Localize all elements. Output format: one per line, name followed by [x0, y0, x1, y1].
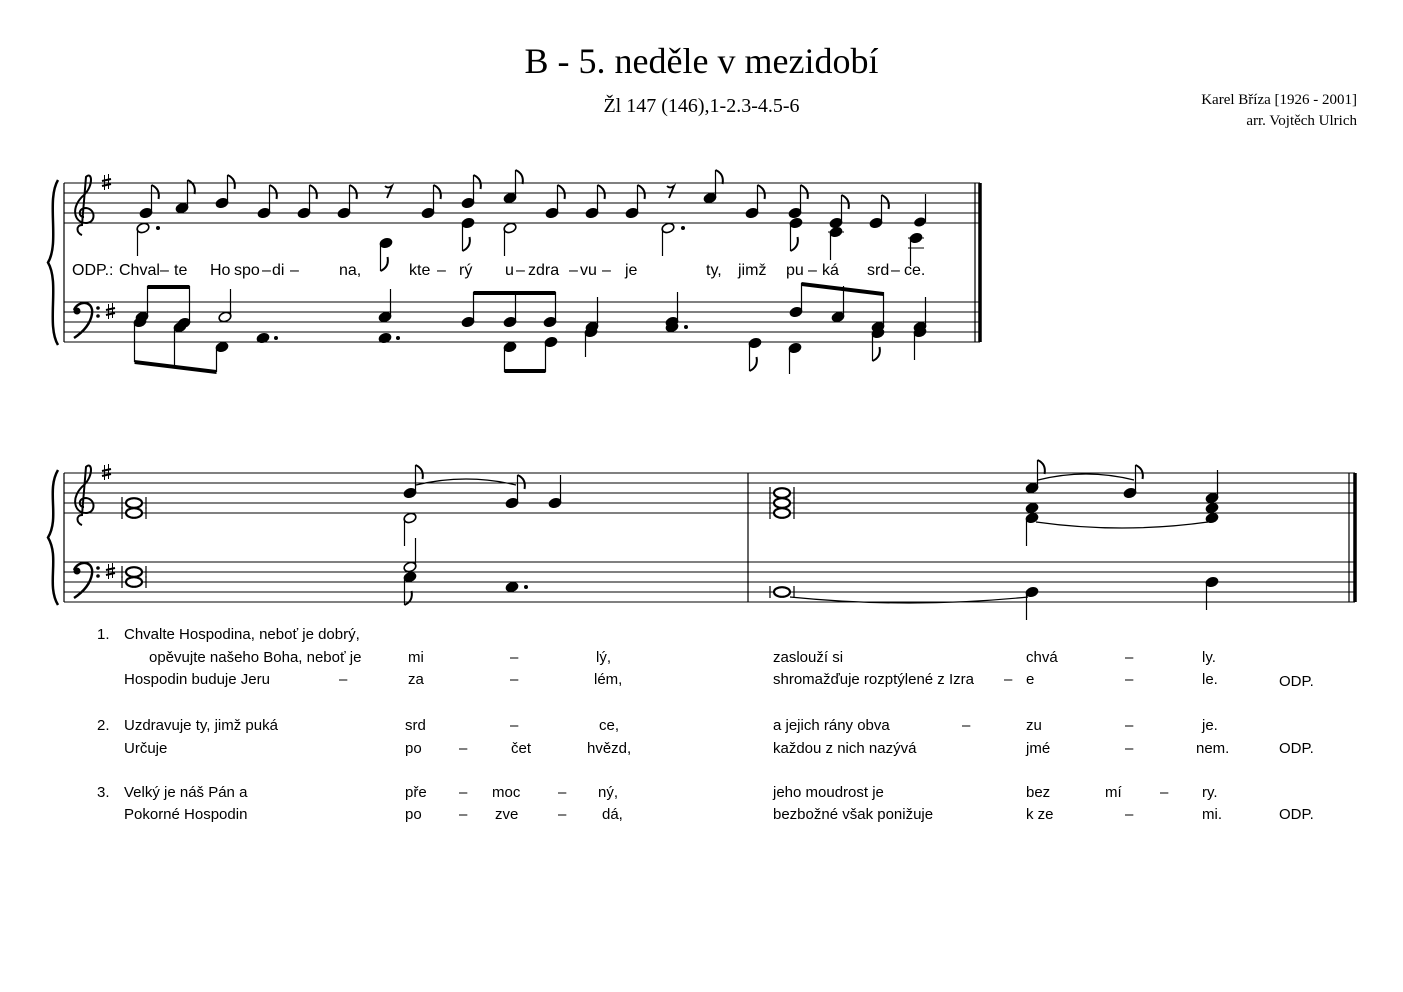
- verse-cell: bezbožné však ponižuje: [773, 806, 934, 823]
- verse-cell: k ze: [1026, 806, 1054, 823]
- verse-cell: –: [459, 784, 468, 801]
- verse-cell: každou z nich nazývá: [773, 740, 917, 757]
- key-signature-sharp: [106, 313, 115, 315]
- bass-clef: [74, 568, 81, 575]
- refrain-syllable: ká: [822, 262, 839, 279]
- treble-clef: [75, 176, 93, 235]
- note-flag: [228, 175, 235, 189]
- key-signature-sharp: [106, 308, 115, 310]
- psalm-reference: Žl 147 (146),1-2.3-4.5-6: [603, 95, 800, 117]
- verse-cell: –: [510, 717, 519, 734]
- refrain-syllable: ty,: [706, 262, 722, 279]
- system-brace: [48, 180, 58, 345]
- verse-cell: –: [459, 740, 468, 757]
- verse-number: 3.: [97, 784, 110, 801]
- notehead: [505, 581, 519, 593]
- verse-cell: –: [459, 806, 468, 823]
- verse-cell: –: [1125, 671, 1134, 688]
- verse-line-text: opěvujte našeho Boha, neboť je: [149, 649, 362, 666]
- refrain-syllable: je: [625, 262, 638, 279]
- verse-cell: –: [1160, 784, 1169, 801]
- verse-line-text: Uzdravuje ty, jimž puká: [124, 717, 278, 734]
- verse-cell: –: [1125, 740, 1134, 757]
- note-flag: [873, 347, 880, 361]
- verse-cell: po: [405, 806, 422, 823]
- note-flag: [598, 185, 605, 199]
- note-flag: [188, 180, 195, 194]
- key-signature-sharp: [106, 573, 115, 575]
- note-flag: [758, 185, 765, 199]
- augmentation-dot: [274, 336, 278, 340]
- key-signature-sharp: [102, 469, 111, 471]
- note-flag: [882, 195, 889, 209]
- note-flag: [270, 185, 277, 199]
- key-signature-sharp: [106, 568, 115, 570]
- verse-cell: chvá: [1026, 649, 1058, 666]
- note-flag: [310, 185, 317, 199]
- verse-cell: –: [1125, 717, 1134, 734]
- verse-cell: čet: [511, 740, 532, 757]
- verse-cell: ry.: [1202, 784, 1218, 801]
- notehead: [1205, 502, 1219, 514]
- key-signature-sharp: [102, 474, 111, 476]
- verse-line-text: Určuje: [124, 740, 168, 757]
- refrain-syllable: rý: [459, 262, 473, 279]
- system-brace: [48, 470, 58, 605]
- verse-cell: –: [1125, 649, 1134, 666]
- verse-cell: –: [510, 649, 519, 666]
- notehead: [1025, 502, 1039, 514]
- verse-cell: lém,: [594, 671, 623, 688]
- key-signature-sharp: [102, 184, 111, 186]
- verse-cell: zu: [1026, 717, 1042, 734]
- augmentation-dot: [524, 585, 528, 589]
- verse-cell: srd: [405, 717, 426, 734]
- verse-cell: nem.: [1196, 740, 1230, 757]
- whole-notehead: [774, 498, 790, 508]
- note-flag: [750, 357, 757, 371]
- verse-cell: ce,: [599, 717, 620, 734]
- verse-cell: –: [510, 671, 519, 688]
- refrain-syllable: u: [505, 262, 514, 279]
- refrain-syllable: te: [174, 262, 188, 279]
- refrain-syllable: –: [602, 262, 611, 279]
- odp-marker: ODP.: [1279, 673, 1314, 690]
- note-flag: [1136, 465, 1143, 479]
- note-flag: [152, 185, 159, 199]
- verse-cell: shromažďuje rozptýlené z Izra: [773, 671, 974, 688]
- note-flag: [516, 170, 523, 184]
- verse-cell: –: [558, 784, 567, 801]
- eighth-rest: [385, 186, 392, 198]
- odp-marker: ODP.: [1279, 806, 1314, 823]
- verse-cell: moc: [492, 784, 521, 801]
- verse-cell: je.: [1202, 717, 1218, 734]
- verse-cell: lý,: [596, 649, 611, 666]
- refrain-syllable: –: [290, 262, 299, 279]
- note-flag: [416, 465, 423, 479]
- verse-cell: mi: [408, 649, 424, 666]
- refrain-syllable: –: [160, 262, 169, 279]
- whole-notehead: [774, 508, 790, 518]
- beam: [148, 285, 190, 289]
- refrain-syllable: vu: [580, 262, 597, 279]
- note-flag: [463, 237, 470, 251]
- refrain-syllable: Chval: [119, 262, 160, 279]
- bass-clef: [96, 574, 100, 578]
- whole-notehead: [774, 488, 790, 498]
- note-flag: [434, 185, 441, 199]
- key-signature-sharp: [102, 179, 111, 181]
- verse-cell: bez: [1026, 784, 1051, 801]
- tie: [416, 479, 516, 485]
- verse-cell: jeho moudrost je: [773, 784, 884, 801]
- verse-line-text: Chvalte Hospodina, neboť je dobrý,: [124, 626, 360, 643]
- tie: [1038, 474, 1134, 480]
- note-flag: [791, 237, 798, 251]
- verse-cell: zaslouží si: [773, 649, 844, 666]
- whole-notehead: [126, 508, 142, 518]
- page-title: B - 5. neděle v mezidobí: [524, 41, 879, 81]
- refrain-syllable: –: [437, 262, 446, 279]
- whole-notehead: [774, 587, 790, 597]
- verse-cell: hvězd,: [587, 740, 632, 757]
- whole-notehead: [126, 498, 142, 508]
- verse-cell: ly.: [1202, 649, 1216, 666]
- treble-clef: [75, 466, 93, 525]
- note-flag: [842, 195, 849, 209]
- bass-clef: [96, 306, 100, 310]
- refrain-syllable: –: [808, 262, 817, 279]
- tie: [1036, 522, 1208, 528]
- arranger-credit: arr. Vojtěch Ulrich: [1246, 113, 1357, 129]
- refrain-syllable: kte: [409, 262, 431, 279]
- verse-hyphen: –: [339, 671, 348, 688]
- verse-cell: –: [1125, 806, 1134, 823]
- verse-line-text: Pokorné Hospodin: [124, 806, 248, 823]
- refrain-syllable: ce.: [904, 262, 926, 279]
- verse-cell: le.: [1202, 671, 1218, 688]
- verse-cell: mí: [1105, 784, 1122, 801]
- note-flag: [405, 591, 412, 605]
- refrain-syllable: –: [891, 262, 900, 279]
- verse-cell: –: [1004, 671, 1013, 688]
- verse-cell: za: [408, 671, 424, 688]
- beam: [135, 360, 217, 374]
- verse-number: 1.: [97, 626, 110, 643]
- note-flag: [716, 170, 723, 184]
- verse-line-text: Velký je náš Pán a: [124, 784, 248, 801]
- verse-cell: jmé: [1026, 740, 1051, 757]
- refrain-syllable: srd: [867, 262, 890, 279]
- refrain-syllable: –: [516, 262, 525, 279]
- augmentation-dot: [156, 226, 160, 230]
- refrain-syllable: na,: [339, 262, 362, 279]
- beam: [474, 291, 556, 295]
- bass-clef: [74, 308, 81, 315]
- augmentation-dot: [396, 336, 400, 340]
- verse-cell: dá,: [602, 806, 623, 823]
- verse-cell: po: [405, 740, 422, 757]
- verse-cell: pře: [405, 784, 427, 801]
- beam: [802, 282, 884, 296]
- verse-cell: e: [1026, 671, 1035, 688]
- whole-notehead: [126, 567, 142, 577]
- verse-number: 2.: [97, 717, 110, 734]
- note-flag: [558, 185, 565, 199]
- verse-cell: mi.: [1202, 806, 1222, 823]
- verse-cell: ný,: [598, 784, 619, 801]
- note-flag: [638, 185, 645, 199]
- augmentation-dot: [681, 226, 685, 230]
- verse-line-text: Hospodin buduje Jeru: [124, 671, 270, 688]
- refrain-syllable: pu: [786, 262, 804, 279]
- composer-credit: Karel Bříza [1926 - 2001]: [1201, 92, 1357, 108]
- verse-cell: –: [962, 717, 971, 734]
- note-flag: [801, 185, 808, 199]
- beam: [505, 369, 546, 373]
- refrain-syllable: spo: [234, 262, 260, 279]
- note-flag: [1038, 460, 1045, 474]
- note-flag: [518, 475, 525, 489]
- refrain-syllable: zdra: [528, 262, 560, 279]
- note-flag: [474, 175, 481, 189]
- refrain-syllable: Ho: [210, 262, 231, 279]
- verse-cell: a jejich rány obva: [773, 717, 890, 734]
- refrain-syllable: ODP.:: [72, 262, 114, 279]
- whole-notehead: [126, 577, 142, 587]
- bass-clef: [96, 566, 100, 570]
- refrain-syllable: –: [569, 262, 578, 279]
- refrain-syllable: di: [272, 262, 285, 279]
- verse-cell: zve: [495, 806, 519, 823]
- refrain-syllable: jimž: [738, 262, 767, 279]
- augmentation-dot: [684, 325, 688, 329]
- eighth-rest: [667, 186, 674, 198]
- note-flag: [381, 257, 388, 271]
- bass-clef: [96, 314, 100, 318]
- note-flag: [350, 185, 357, 199]
- verse-cell: –: [558, 806, 567, 823]
- refrain-syllable: –: [262, 262, 271, 279]
- odp-marker: ODP.: [1279, 740, 1314, 757]
